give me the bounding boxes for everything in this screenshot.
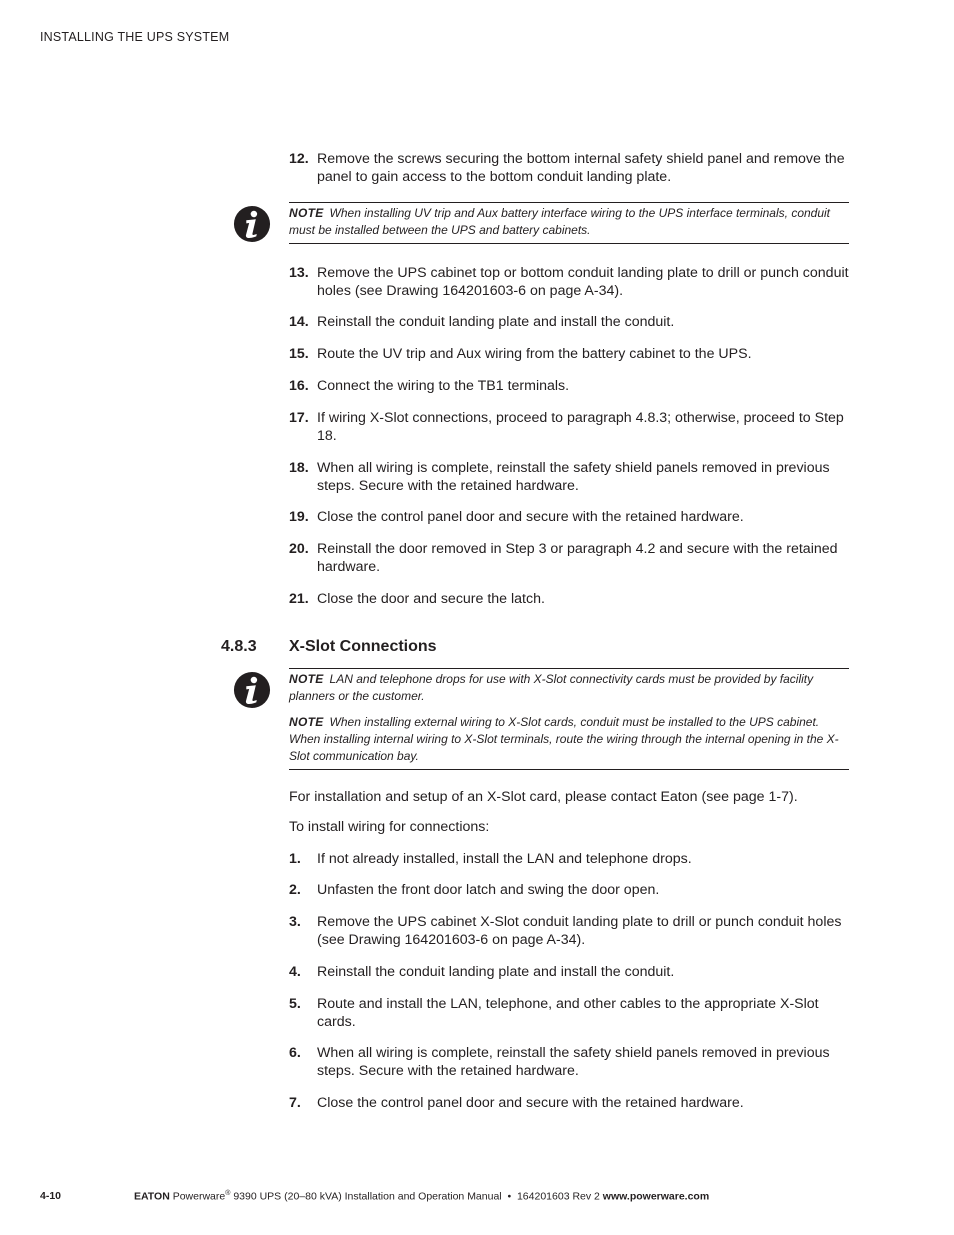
step-text: Route and install the LAN, telephone, and other cables to the appropriate X-Slot cards.: [317, 996, 819, 1030]
intro-paragraph: To install wiring for connections:: [289, 819, 490, 835]
step-number: 2.: [289, 882, 301, 898]
step-text: Remove the UPS cabinet X-Slot conduit landing plate to drill or punch conduit holes (see Drawing 164201603-6 on page A-34).: [317, 914, 842, 948]
step-number: 4.: [289, 964, 301, 980]
note: [289, 205, 849, 239]
note: [289, 714, 849, 765]
step-number: 15.: [289, 346, 309, 362]
step-text: Remove the screws securing the bottom internal safety shield panel and remove the panel to gain access to the bottom conduit landing plate.: [317, 151, 845, 185]
step-number: 6.: [289, 1045, 301, 1061]
step-number: 19.: [289, 509, 309, 525]
step-text: Remove the UPS cabinet top or bottom conduit landing plate to drill or punch conduit holes (see Drawing 164201603-6 on page A-34).: [317, 265, 849, 299]
step-item: [289, 377, 849, 395]
note-label: NOTE: [289, 206, 324, 220]
note-text: LAN and telephone drops for use with X-Slot connectivity cards must be provided by facility planners or the customer.: [289, 672, 814, 703]
note-box: [289, 202, 849, 244]
step-number: 7.: [289, 1095, 301, 1111]
page-number: 4-10: [40, 1190, 62, 1202]
step-text: When all wiring is complete, reinstall the safety shield panels removed in previous steps. Secure with the retained hardware.: [317, 460, 830, 494]
step-item: [289, 850, 849, 868]
step-item: [289, 313, 849, 331]
step-text: If wiring X-Slot connections, proceed to paragraph 4.8.3; otherwise, proceed to Step 18.: [317, 410, 844, 444]
step-number: 18.: [289, 460, 309, 476]
step-number: 16.: [289, 378, 309, 394]
step-text: If not already installed, install the LAN and telephone drops.: [317, 851, 692, 867]
note-label: NOTE: [289, 715, 324, 729]
step-number: 20.: [289, 541, 309, 557]
step-text: Connect the wiring to the TB1 terminals.: [317, 378, 570, 394]
note-box: [289, 668, 849, 770]
step-text: Close the control panel door and secure with the retained hardware.: [317, 509, 744, 525]
note-text: When installing UV trip and Aux battery interface wiring to the UPS interface terminals, conduit must be installed between the UPS and battery cabinets.: [289, 206, 831, 237]
section-number: 4.8.3: [221, 638, 257, 655]
footer-title: 9390 UPS (20–80 kVA) Installation and Operation Manual • 164201603 Rev 2: [230, 1190, 603, 1203]
step-item: [289, 590, 849, 608]
step-text: Reinstall the door removed in Step 3 or paragraph 4.2 and secure with the retained hardware.: [317, 541, 838, 575]
info-icon: [233, 671, 271, 709]
footer-product: Powerware: [172, 1190, 226, 1203]
step-text: Reinstall the conduit landing plate and install the conduit.: [317, 964, 675, 980]
step-number: 3.: [289, 914, 301, 930]
section-title: X-Slot Connections: [289, 638, 437, 655]
step-item: [289, 1094, 849, 1112]
step-item: [289, 995, 849, 1031]
step-number: 21.: [289, 591, 309, 607]
step-text: Unfasten the front door latch and swing the door open.: [317, 882, 660, 898]
step-text: Close the door and secure the latch.: [317, 591, 545, 607]
step-text: When all wiring is complete, reinstall the safety shield panels removed in previous steps. Secure with the retained hardware.: [317, 1045, 830, 1079]
step-number: 12.: [289, 151, 309, 167]
step-item: [289, 881, 849, 899]
note: [289, 671, 849, 705]
step-item: [289, 459, 849, 495]
footer-line: [134, 1190, 709, 1203]
step-number: 5.: [289, 996, 301, 1012]
step-item: [289, 913, 849, 949]
step-number: 1.: [289, 851, 301, 867]
step-item: [289, 345, 849, 363]
step-item: [289, 963, 849, 981]
note-label: NOTE: [289, 672, 324, 686]
step-item: [289, 264, 849, 300]
step-item: [289, 540, 849, 576]
footer-url: www.powerware.com: [602, 1190, 710, 1203]
step-item: [289, 150, 849, 186]
step-item: [289, 1044, 849, 1080]
step-item: [289, 508, 849, 526]
step-number: 14.: [289, 314, 309, 330]
step-number: 17.: [289, 410, 309, 426]
step-item: [289, 409, 849, 445]
registered-mark: ®: [225, 1190, 231, 1197]
step-number: 13.: [289, 265, 309, 281]
note-text: When installing external wiring to X-Slot cards, conduit must be installed to the UPS cabinet. When installing internal wiring to X-Slot terminals, route the wiring through the internal opening in the X-Slot communication bay.: [289, 715, 839, 763]
running-header: INSTALLING THE UPS SYSTEM: [40, 30, 230, 44]
step-text: Reinstall the conduit landing plate and install the conduit.: [317, 314, 675, 330]
intro-paragraph: For installation and setup of an X-Slot card, please contact Eaton (see page 1-7).: [289, 789, 798, 805]
step-text: Route the UV trip and Aux wiring from the battery cabinet to the UPS.: [317, 346, 752, 362]
step-text: Close the control panel door and secure with the retained hardware.: [317, 1095, 744, 1111]
footer-brand: EATON: [134, 1190, 170, 1203]
info-icon: [233, 205, 271, 243]
